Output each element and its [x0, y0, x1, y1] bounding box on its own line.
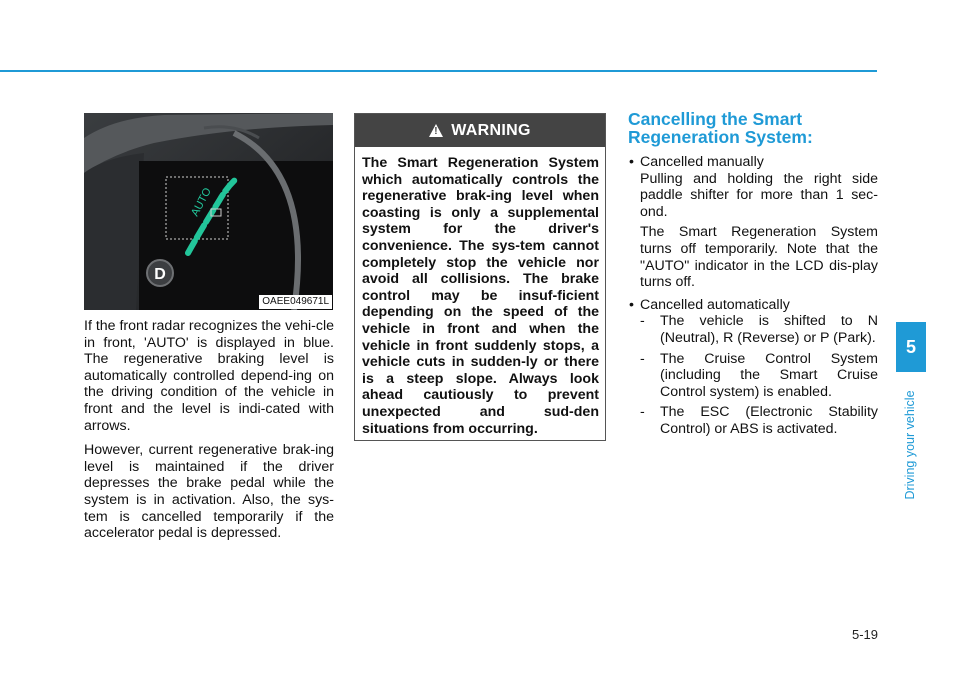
warning-title: WARNING [451, 121, 531, 139]
paragraph: If the front radar recognizes the vehi-cle in front, 'AUTO' is displayed in blue. The regenerative braking level is automatically controlled depend-ing on the driving condition of the vehicle in front and the level is indi-cated with arrows. [84, 318, 334, 434]
auto-condition: - The Cruise Control System (including the Smart Cruise Control system) is enabled. [640, 350, 878, 400]
page-number: 5-19 [851, 627, 878, 642]
auto-indicator-text: AUTO [189, 185, 214, 219]
warning-box [354, 113, 606, 441]
manual-note: The Smart Regeneration System turns off temporarily. Note that the "AUTO" indicator in the LCD dis-play turns off. [640, 224, 878, 291]
cluster-illustration [84, 113, 333, 310]
header-rule [0, 70, 877, 72]
figure-caption: OAEE049671L [259, 295, 332, 309]
chapter-title: Driving your vehicle [903, 390, 917, 500]
bullet-manual: • Cancelled manually [628, 154, 878, 171]
auto-condition: - The ESC (Electronic Stability Control) or ABS is activated. [640, 404, 878, 437]
bullet-automatic: • Cancelled automatically [628, 297, 878, 314]
auto-condition-text: The ESC (Electronic Stability Control) or ABS is activated. [660, 404, 878, 437]
manual-step: Pulling and holding the right side paddle shifter for more than 1 sec-ond. [640, 170, 878, 220]
auto-condition-text: The Cruise Control System (including the Smart Cruise Control system) is enabled. [660, 350, 878, 400]
auto-condition: - The vehicle is shifted to N (Neutral), R (Reverse) or P (Park). [640, 313, 878, 346]
paragraph: However, current regenerative brak-ing level is maintained if the driver depresses the brake pedal while the system is in activation. Also, the sys-tem is cancelled temporarily if the accelerator pedal is depressed. [84, 442, 334, 542]
right-column [628, 110, 878, 442]
gear-letter: D [154, 266, 166, 283]
warning-triangle-icon: ! [429, 124, 443, 137]
chapter-title-vertical [880, 390, 940, 500]
warning-header [355, 114, 605, 147]
auto-condition-text: The vehicle is shifted to N (Neutral), R (Reverse) or P (Park). [660, 313, 878, 346]
chapter-number-tab: 5 [896, 322, 926, 372]
warning-text: The Smart Regeneration System which automatically controls the regenerative brak-ing level when coasting is only a supplemental system for the driver's convenience. The sys-tem cannot completely stop the vehicle nor avoid all collisions. The brake control may be insuf-ficient depending on the speed of the vehicle in front and when the vehicle in front suddenly stops, a vehicle cuts in sudden-ly or there is a steep slope. Always look ahead cautiously to prevent unexpected and sud-den situations from occurring. [362, 155, 599, 437]
section-title [628, 110, 878, 146]
left-column [84, 318, 334, 550]
section-title-line: Cancelling the Smart [628, 109, 803, 129]
instrument-cluster-figure [84, 113, 333, 310]
section-title-line: Regeneration System: [628, 127, 813, 147]
